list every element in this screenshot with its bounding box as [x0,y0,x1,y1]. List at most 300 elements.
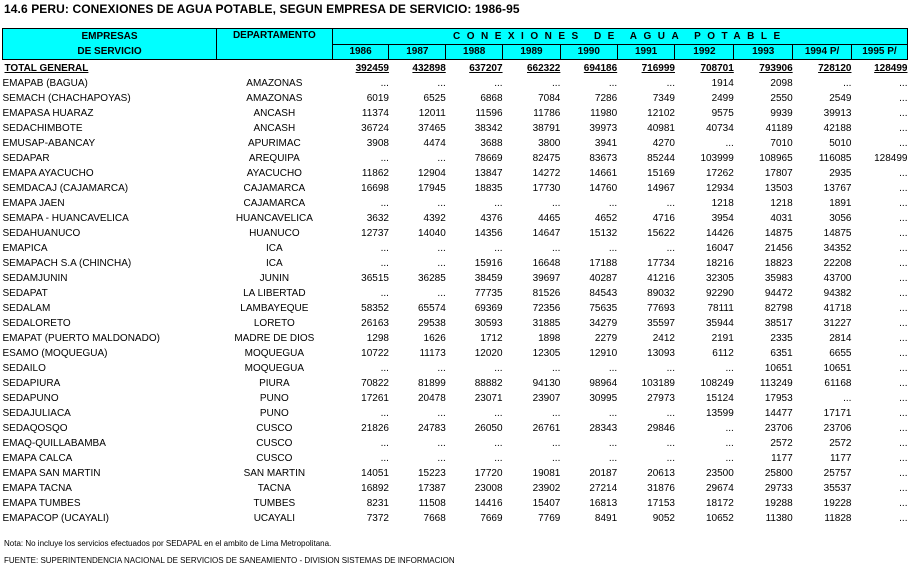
connection-value: 4652 [594,213,618,224]
total-value [851,60,907,77]
connection-value: 9052 [652,513,675,524]
connection-value: ... [666,363,675,374]
connection-value: ... [666,198,675,209]
connection-value: 92290 [706,288,734,299]
connection-value: 84543 [589,288,618,299]
total-value [793,60,852,77]
table-row [3,271,908,286]
total-value-text: 728120 [818,62,852,74]
connection-value: 40287 [589,273,618,284]
connection-value: 14356 [474,228,503,239]
empresa-name: EMUSAP-ABANCAY [2,138,96,149]
connection-value: 35597 [647,318,675,329]
empresa-name: EMAPACOP (UCAYALI) [2,513,110,524]
connection-value: 36285 [417,273,446,284]
connection-value: 23500 [706,468,734,479]
connection-value: 1626 [423,333,446,344]
connection-value: 82475 [532,153,561,164]
connection-value: ... [494,78,503,89]
connection-value: ... [899,303,908,314]
connection-value: 16047 [706,243,734,254]
connection-value: ... [899,408,908,419]
total-value [675,60,734,77]
departamento-name: UCAYALI [253,513,295,524]
connection-value: ... [899,213,908,224]
connection-value: ... [494,453,503,464]
connection-value: 2279 [594,333,618,344]
connection-value: 15223 [417,468,446,479]
table-row [3,76,908,91]
connection-value: ... [899,348,908,359]
connection-value: 4474 [423,138,446,149]
connection-value: 14040 [417,228,446,239]
departamento-name: PUNO [259,393,289,404]
connection-value: 11828 [824,513,852,524]
connection-value: 20613 [647,468,675,479]
empresa-name: EMAPICA [2,243,48,254]
departamento-name: PIURA [259,378,290,389]
connection-value: 88882 [474,378,503,389]
table-row [3,196,908,211]
table-row [3,301,908,316]
connection-value: 25757 [823,468,852,479]
connection-value: 5010 [829,138,852,149]
connection-value: 39973 [589,123,618,134]
empresa-name: SEMDACAJ (CAJAMARCA) [2,183,129,194]
connection-value: 11862 [361,168,389,179]
connection-value: 23071 [474,393,503,404]
connection-value: 10722 [361,348,389,359]
connection-value: 21456 [764,243,793,254]
connection-value: ... [899,123,908,134]
total-value [734,60,793,77]
connection-value: 12934 [706,183,734,194]
connection-value: 40734 [706,123,734,134]
connection-value: ... [437,243,446,254]
connection-value: 2549 [829,93,852,104]
connection-value: 7084 [538,93,561,104]
connection-value: 34352 [823,243,852,254]
connection-value: ... [899,138,908,149]
connection-value: 23008 [474,483,503,494]
total-value [503,60,561,77]
connection-value: ... [437,438,446,449]
connection-value: ... [608,408,618,419]
connection-value: 29733 [764,483,793,494]
connection-value: 22208 [823,258,852,269]
connection-value: 69369 [474,303,503,314]
connection-value: ... [899,168,908,179]
connection-value: 78111 [707,303,734,314]
connection-value: 85244 [647,153,675,164]
connection-value: ... [494,243,503,254]
connection-value: 17387 [417,483,446,494]
connection-value: 3688 [480,138,503,149]
table-row [3,406,908,421]
connection-value: 29674 [706,483,734,494]
table-row [3,496,908,511]
connection-value: 70822 [361,378,389,389]
connection-value: ... [608,243,618,254]
table-row [3,361,908,376]
connection-value: 41216 [647,273,675,284]
connection-value: 41189 [765,123,793,134]
connection-value: 39697 [532,273,561,284]
connection-value: 9575 [711,108,734,119]
connection-value: ... [380,198,389,209]
connection-value: 15124 [706,393,734,404]
connection-value: 3800 [538,138,561,149]
connection-value: 18835 [474,183,503,194]
table-row [3,331,908,346]
table-row [3,316,908,331]
connection-value: ... [380,153,389,164]
connection-value: 77693 [647,303,675,314]
connection-value: 23706 [823,423,852,434]
table-row [3,181,908,196]
connection-value: 6019 [366,93,389,104]
connection-value: 11596 [475,108,503,119]
connection-value: 14760 [589,183,618,194]
connection-value: ... [437,198,446,209]
table-row [3,481,908,496]
connection-value: 38517 [764,318,793,329]
departamento-name: PUNO [259,408,289,419]
header-year: 1991 [617,44,675,60]
connection-value: 103999 [700,153,734,164]
table-row [3,286,908,301]
connection-value: 6351 [770,348,793,359]
empresa-name: EMAPAT (PUERTO MALDONADO) [2,333,160,344]
connection-value: ... [899,93,908,104]
connection-value: 12102 [647,108,675,119]
table-row [3,451,908,466]
connection-value: 10651 [764,363,793,374]
connection-value: 2335 [770,333,793,344]
connection-value: 11173 [419,348,446,359]
departamento-name: LORETO [253,318,295,329]
header-year: 1989 [503,44,561,60]
connection-value: ... [380,438,389,449]
table-row [3,121,908,136]
connection-value: ... [899,378,908,389]
connection-value: ... [725,438,734,449]
connection-value: 94130 [532,378,561,389]
departamento-name: APURIMAC [247,138,301,149]
connection-value: 12011 [418,108,446,119]
table-row [3,511,908,526]
table-row [3,436,908,451]
connection-value: 17953 [764,393,793,404]
departamento-name: HUANUCO [249,228,300,239]
connection-value: 31885 [532,318,561,329]
empresa-name: SEDAILO [2,363,46,374]
connection-value: 34279 [589,318,618,329]
connection-value: ... [552,363,561,374]
connection-value: 7669 [480,513,503,524]
header-year: 1995 P/ [851,44,907,60]
connection-value: 4270 [652,138,675,149]
empresa-name: SEDAPUNO [2,393,59,404]
table-row [3,136,908,151]
connection-value: 36724 [361,123,389,134]
connection-value: ... [725,423,734,434]
connection-value: 32305 [706,273,734,284]
connection-value: ... [552,408,561,419]
connection-value: 11380 [765,513,793,524]
total-value-text: 392459 [355,62,389,74]
connection-value: 72356 [532,303,561,314]
connection-value: 11508 [418,498,446,509]
connection-value: 13503 [764,183,793,194]
connection-value: 82798 [764,303,793,314]
empresa-name: EMAPA SAN MARTIN [2,468,101,479]
header-year: 1986 [332,44,389,60]
connection-value: 16892 [361,483,389,494]
connection-value: 7372 [366,513,389,524]
connection-value: 37465 [417,123,446,134]
connection-value: 24783 [417,423,446,434]
footnote: Nota: No incluye los servicios efectuados por SEDAPAL en el ambito de Lima Metropolitana. [4,539,332,548]
connection-value: 35537 [823,483,852,494]
connection-value: 6655 [829,348,852,359]
connection-value: 83673 [589,153,618,164]
connection-value: 78669 [474,153,503,164]
connection-value: ... [899,468,908,479]
connection-value: 3941 [594,138,618,149]
total-value [332,60,389,77]
connection-value: ... [437,408,446,419]
connection-value: 26050 [474,423,503,434]
table-row [3,166,908,181]
departamento-name: MADRE DE DIOS [234,333,315,344]
connection-value: 40981 [647,123,675,134]
connection-value: 21826 [361,423,389,434]
total-value-text: 708701 [700,62,734,74]
connection-value: ... [552,198,561,209]
connection-value: 26761 [532,423,561,434]
connection-value: 13767 [823,183,852,194]
header-empresas-line2: DE SERVICIO [77,46,142,57]
connection-value: ... [899,453,908,464]
empresa-name: SEMAPACH S.A (CHINCHA) [2,258,132,269]
connection-value: 65574 [417,303,446,314]
connection-value: 14967 [647,183,675,194]
connection-value: 108965 [759,153,793,164]
connection-value: 31876 [647,483,675,494]
connection-value: ... [899,393,908,404]
connection-value: 15169 [647,168,675,179]
connection-value: 7286 [594,93,618,104]
empresa-name: SEMACH (CHACHAPOYAS) [2,93,131,104]
connection-value: ... [725,363,734,374]
connection-value: ... [494,408,503,419]
empresa-name: EMAPA AYACUCHO [2,168,94,179]
connection-value: 43700 [823,273,852,284]
connection-value: 2572 [770,438,793,449]
connection-value: 14051 [361,468,389,479]
connection-value: 38791 [532,123,561,134]
connection-value: 17262 [706,168,734,179]
connection-value: ... [494,363,503,374]
connection-value: ... [843,393,852,404]
connection-value: 39913 [823,108,852,119]
connection-value: 19288 [764,498,793,509]
connection-value: 98964 [589,378,618,389]
connection-value: ... [899,183,908,194]
connection-value: ... [899,243,908,254]
connection-value: 17807 [764,168,793,179]
connection-value: 12305 [532,348,561,359]
empresa-name: SEDAHUANUCO [2,228,81,239]
connection-value: 38459 [474,273,503,284]
connection-value: 89032 [647,288,675,299]
connection-value: 11374 [361,108,389,119]
header-year: 1988 [446,44,503,60]
empresa-name: SEDALAM [2,303,51,314]
table-row [3,151,908,166]
empresa-name: SEDALORETO [2,318,71,329]
connection-value: 30995 [589,393,618,404]
total-value-text: 432898 [412,62,446,74]
empresa-name: SEDAMJUNIN [2,273,68,284]
total-value-text: 793906 [759,62,793,74]
connection-value: 1218 [770,198,793,209]
empresa-name: EMAQ-QUILLABAMBA [2,438,106,449]
connection-value: ... [725,453,734,464]
connection-value: 2935 [829,168,852,179]
connection-value: 35944 [706,318,734,329]
connection-value: 26163 [361,318,389,329]
connection-value: 14875 [764,228,793,239]
departamento-name: CUSCO [256,423,293,434]
connection-value: 108249 [700,378,734,389]
connection-value: ... [843,78,852,89]
connection-value: 36515 [361,273,389,284]
connection-value: 1898 [538,333,561,344]
total-value [389,60,446,77]
total-value [446,60,503,77]
departamento-name: HUANCAVELICA [235,213,313,224]
connection-value: ... [552,78,561,89]
connection-value: 6112 [712,348,734,359]
connection-value: 29846 [647,423,675,434]
connection-value: ... [899,498,908,509]
table-row [3,421,908,436]
total-row [3,60,908,77]
table-row [3,256,908,271]
connection-value: 14416 [474,498,503,509]
departamento-name: TACNA [257,483,291,494]
table-row [3,241,908,256]
departamento-name: AYACUCHO [246,168,302,179]
connection-value: ... [666,453,675,464]
connection-value: 19228 [823,498,852,509]
connection-value: ... [899,318,908,329]
connection-value: ... [552,243,561,254]
connection-value: 94472 [764,288,793,299]
departamento-name: TUMBES [253,498,296,509]
connection-value: 23907 [532,393,561,404]
connection-value: ... [899,483,908,494]
connection-value: 2191 [711,333,734,344]
empresa-name: SEDAPAT [2,288,48,299]
connection-value: ... [899,78,908,89]
connection-value: ... [899,258,908,269]
departamento-name: ANCASH [253,123,296,134]
connection-value: ... [899,423,908,434]
departamento-name: MOQUEGUA [244,348,305,359]
connection-value: 42188 [823,123,852,134]
connection-value: ... [608,198,618,209]
connection-value: 12737 [361,228,389,239]
table-row [3,211,908,226]
header-group: CONEXIONES DE AGUA POTABLE [332,29,907,45]
table-row [3,226,908,241]
connection-value: ... [380,453,389,464]
connection-value: 28343 [589,423,618,434]
connection-value: ... [494,198,503,209]
connection-value: 10652 [706,513,734,524]
connection-value: ... [666,78,675,89]
connection-value: 1177 [771,453,793,464]
connection-value: ... [899,363,908,374]
connection-value: ... [725,138,734,149]
table-body [3,60,908,527]
total-value-text: 662322 [527,62,561,74]
connection-value: 1218 [711,198,734,209]
connection-value: 15622 [647,228,675,239]
header-departamento: DEPARTAMENTO [217,29,333,60]
connection-value: 1298 [366,333,389,344]
connection-value: 20187 [589,468,618,479]
connection-value: 17261 [361,393,389,404]
connection-value: 8231 [366,498,389,509]
table-row [3,346,908,361]
connection-value: 2499 [711,93,734,104]
connection-value: 16813 [589,498,618,509]
connection-value: 2572 [829,438,852,449]
connection-value: 6525 [423,93,446,104]
total-value-text: 694186 [583,62,618,74]
connection-value: 3954 [711,213,734,224]
connection-value: ... [437,453,446,464]
connection-value: ... [899,108,908,119]
connection-value: 77735 [474,288,503,299]
connection-value: 38342 [474,123,503,134]
connection-value: ... [380,363,389,374]
connection-value: ... [608,363,618,374]
header-year: 1994 P/ [793,44,852,60]
departamento-name: CAJAMARCA [243,198,306,209]
connection-value: ... [437,78,446,89]
connection-value: 3056 [829,213,852,224]
table-row [3,376,908,391]
connection-value: 14647 [532,228,561,239]
connection-value: ... [608,78,618,89]
empresa-name: SEDAPIURA [2,378,61,389]
connection-value: 15916 [474,258,503,269]
connection-value: ... [899,198,908,209]
departamento-name: AMAZONAS [246,78,303,89]
connection-value: 14426 [706,228,734,239]
departamento-name: ANCASH [253,108,296,119]
connection-value: 25800 [764,468,793,479]
header-year: 1990 [560,44,617,60]
departamento-name: AREQUIPA [248,153,300,164]
connection-value: 13093 [647,348,675,359]
connection-value: 15407 [532,498,561,509]
